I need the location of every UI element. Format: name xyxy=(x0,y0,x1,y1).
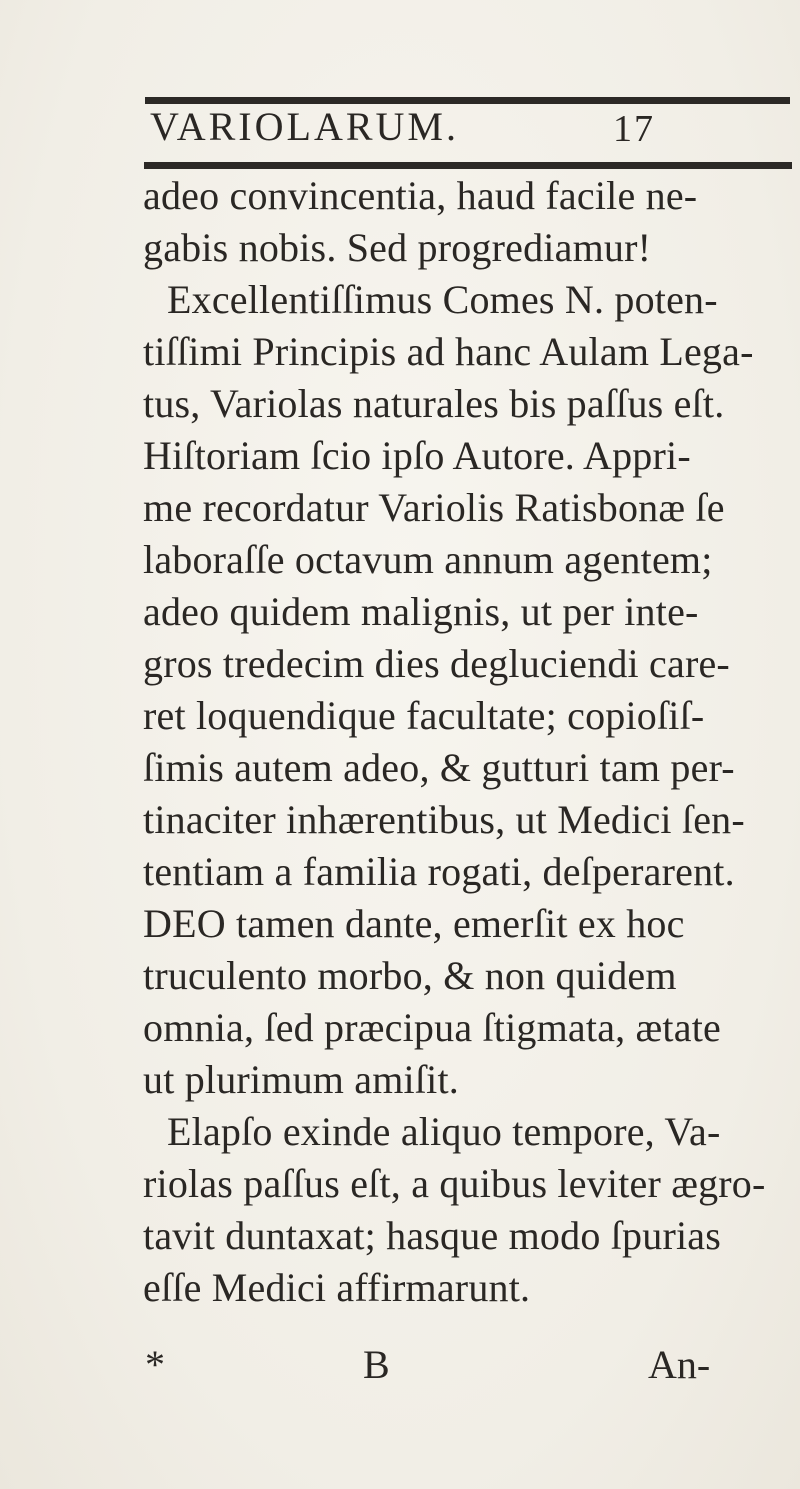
text-line: adeo quidem malignis, ut per inte- xyxy=(143,589,699,634)
page-number: 17 xyxy=(613,108,655,150)
text-line: gros tredecim dies degluciendi care- xyxy=(143,641,730,686)
text-line: truculento morbo, & non quidem xyxy=(143,953,677,998)
text-line: omnia, ſed præcipua ſtigmata, ætate xyxy=(143,1005,721,1050)
signature-letter: B xyxy=(363,1342,390,1387)
text-line: tinaciter inhærentibus, ut Medici ſen- xyxy=(143,797,745,842)
page-header xyxy=(150,103,750,163)
text-line: ſimis autem adeo, & gutturi tam per- xyxy=(143,745,735,790)
text-line: adeo convincentia, haud facile ne- xyxy=(143,173,698,218)
text-line: ret loquendique facultate; copioſiſ- xyxy=(143,693,705,738)
text-line: tiſſimi Principis ad hanc Aulam Lega- xyxy=(143,329,754,374)
text-line: tentiam a familia rogati, deſperarent. xyxy=(143,849,735,894)
text-line: riolas paſſus eſt, a quibus leviter ægro- xyxy=(143,1161,766,1206)
text-line: eſſe Medici affirmarunt. xyxy=(143,1265,531,1310)
text-line: me recordatur Variolis Ratisbonæ ſe xyxy=(143,485,725,530)
text-line: Excellentiſſimus Comes N. poten- xyxy=(167,277,718,322)
text-line: Hiſtoriam ſcio ipſo Autore. Appri- xyxy=(143,433,691,478)
text-line: tus, Variolas naturales bis paſſus eſt. xyxy=(143,381,725,426)
body-text xyxy=(143,170,793,1314)
text-line: gabis nobis. Sed progrediamur! xyxy=(143,225,652,270)
signature-line xyxy=(143,1339,793,1391)
header-rule-bottom xyxy=(144,162,792,169)
signature-mark: * xyxy=(145,1342,165,1387)
catchword: An- xyxy=(648,1342,711,1387)
text-line: Elapſo exinde aliquo tempore, Va- xyxy=(167,1109,721,1154)
text-line: ut plurimum amiſit. xyxy=(143,1057,460,1102)
text-line: laboraſſe octavum annum agentem; xyxy=(143,537,713,582)
running-head: VARIOLARUM. xyxy=(150,104,459,149)
text-line: tavit duntaxat; hasque modo ſpurias xyxy=(143,1213,721,1258)
text-line: DEO tamen dante, emerſit ex hoc xyxy=(143,901,685,946)
